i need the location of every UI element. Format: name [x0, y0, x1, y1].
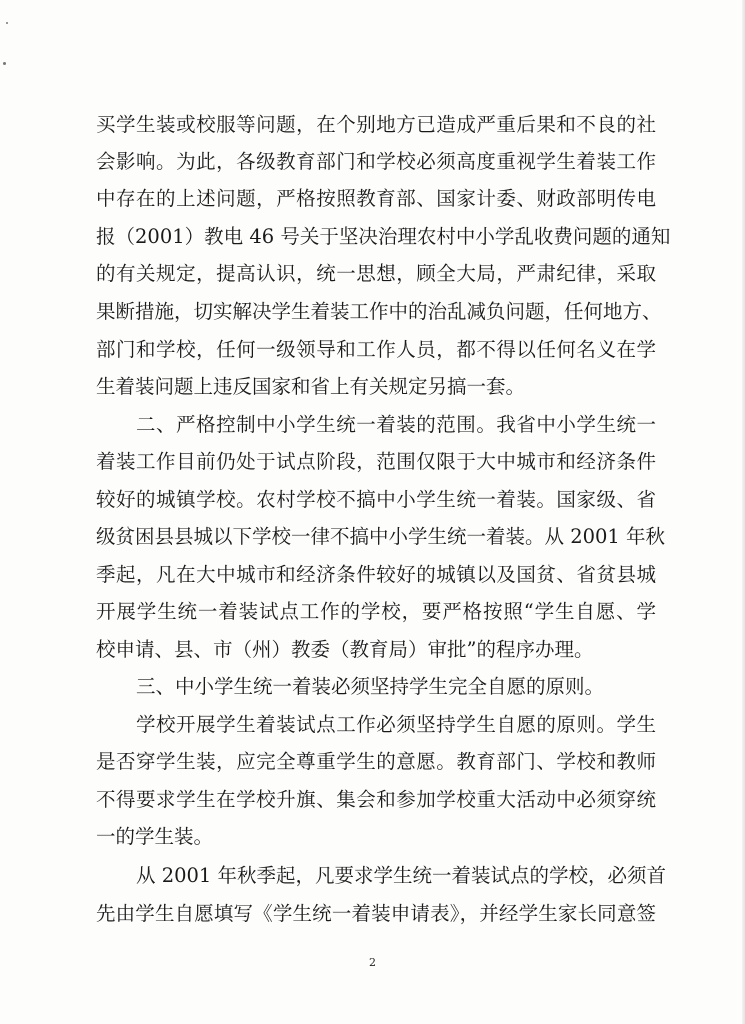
text-line: 是否穿学生装，应完全尊重学生的意愿。教育部门、学校和教师 [96, 750, 656, 773]
text-line: 中存在的上述问题，严格按照教育部、国家计委、财政部明传电 [96, 187, 656, 210]
text-line: 从 2001 年秋季起，凡要求学生统一着装试点的学校，必须首 [136, 864, 667, 887]
text-line: 学校开展学生着装试点工作必须坚持学生自愿的原则。学生 [136, 713, 656, 736]
page-number: 2 [369, 956, 376, 969]
text-line: 生着装问题上违反国家和省上有关规定另搞一套。 [96, 375, 526, 398]
text-line: 部门和学校，任何一级领导和工作人员，都不得以任何名义在学 [96, 338, 656, 361]
text-line: 的有关规定，提高认识，统一思想，顾全大局，严肃纪律，采取 [96, 262, 656, 285]
text-line: 季起，凡在大中城市和经济条件较好的城镇以及国贫、省贫县城 [96, 563, 656, 586]
text-line: 先由学生自愿填写《学生统一着装申请表》，并经学生家长同意签 [96, 902, 656, 925]
section-heading-line: 三、中小学生统一着装必须坚持学生完全自愿的原则。 [136, 675, 605, 698]
text-line: 果断措施，切实解决学生着装工作中的治乱减负问题，任何地方、 [96, 300, 662, 323]
scan-speck [6, 22, 8, 24]
text-line: 校申请、县、市（州）教委（教育局）审批”的程序办理。 [96, 638, 594, 661]
text-line: 较好的城镇学校。农村学校不搞中小学生统一着装。国家级、省 [96, 488, 656, 511]
text-line: 开展学生统一着装试点工作的学校，要严格按照“学生自愿、学 [96, 600, 656, 623]
text-line: 买学生装或校服等问题，在个别地方已造成严重后果和不良的社 [96, 113, 656, 136]
text-line: 级贫困县县城以下学校一律不搞中小学生统一着装。从 2001 年秋 [96, 525, 666, 548]
text-line: 报（2001）教电 46 号关于坚决治理农村中小学乱收费问题的通知 [96, 225, 671, 248]
text-line: 会影响。为此，各级教育部门和学校必须高度重视学生着装工作 [96, 150, 656, 173]
text-line: 一的学生装。 [96, 825, 214, 848]
scan-speck [3, 62, 6, 65]
text-line: 不得要求学生在学校升旗、集会和参加学校重大活动中必须穿统 [96, 788, 656, 811]
section-heading-line: 二、严格控制中小学生统一着装的范围。我省中小学生统一 [136, 413, 656, 436]
text-line: 着装工作目前仍处于试点阶段，范围仅限于大中城市和经济条件 [96, 450, 656, 473]
